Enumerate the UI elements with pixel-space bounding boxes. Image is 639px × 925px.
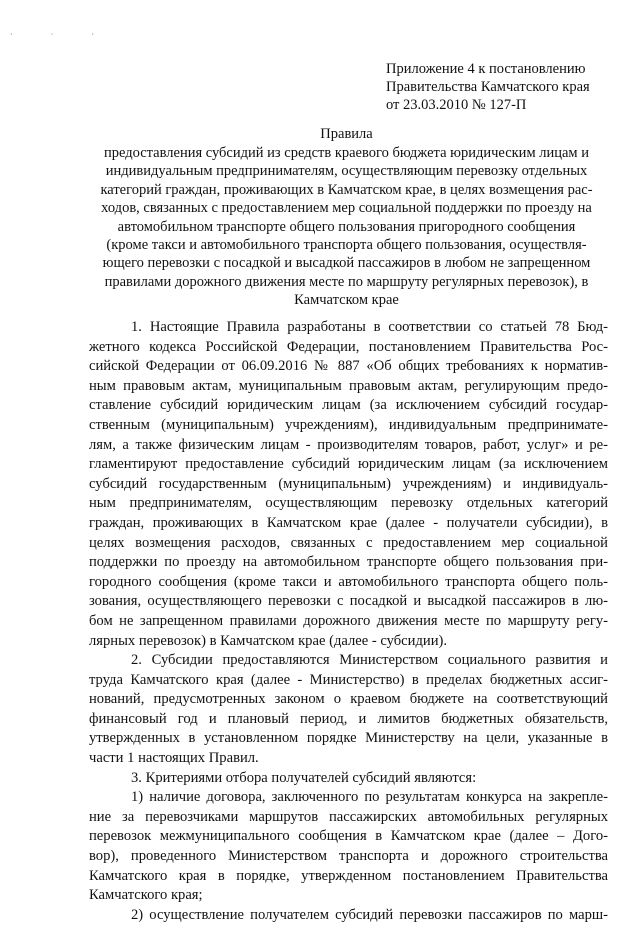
text-line: поддержки по проезду на автомобильном транспорте общего пользования при- [89, 554, 608, 571]
paragraph-2 [89, 651, 608, 769]
scan-artifact: · · · [10, 30, 112, 39]
text-line: Камчатского края в порядке, утвержденном постановлением Правительства [89, 867, 608, 884]
text-line: ставление субсидий юридическим лицам (за исключением субсидий государ- [89, 397, 608, 414]
document-title [85, 125, 608, 310]
paragraph-5 [89, 906, 608, 925]
title-line: (кроме такси и автомобильного транспорта общего пользования, осуществля- [106, 236, 587, 253]
text-line: целях возмещения расходов, связанных с предоставлением мер социальной [89, 534, 608, 551]
text-line: лям, а также физическим лицам - производителям товаров, работ, услуг» и ре- [89, 436, 608, 453]
text-line: труда Камчатского края (далее - Министерство) в пределах бюджетных ассиг- [89, 671, 608, 688]
text-line: субсидий государственным (муниципальным) учреждениям) и индивидуаль- [89, 475, 608, 492]
text-line: ным правовым актам, муниципальным правовым актам, регулирующим предо- [89, 377, 608, 394]
text-line: городного сообщения (кроме такси и автомобильного транспорта общего поль- [89, 573, 608, 590]
appendix-line: от 23.03.2010 № 127-П [386, 97, 527, 114]
text-line: 2. Субсидии предоставляются Министерством социального развития и [131, 652, 608, 669]
title-line: ющего перевозки с посадкой и высадкой пассажиров в любом не запрещенном [102, 255, 591, 272]
title-line: автомобильном транспорте общего пользования пригородного сообщения [117, 218, 576, 235]
text-line: перевозок межмуниципального сообщения в Камчатском крае (далее – Дого- [89, 828, 608, 845]
appendix-line: Правительства Камчатского края [386, 79, 590, 96]
text-line: вор), проведенного Министерством транспорта и дорожного строительства [89, 848, 608, 865]
text-line: 1. Настоящие Правила разработаны в соответствии со статьей 78 Бюд- [131, 319, 608, 335]
text-line: сийской Федерации от 06.09.2016 № 887 «Об общих требованиях к норматив- [89, 358, 608, 375]
paragraph-1 [89, 318, 608, 651]
text-line: бом не запрещенном правилами дорожного движения месте по маршруту регу- [89, 612, 608, 629]
text-line: 2) осуществление получателем субсидий перевозки пассажиров по марш- [131, 906, 608, 923]
text-line: гламентируют предоставление субсидий юридическим лицам (за исключением [89, 456, 608, 473]
text-line: 3. Критериями отбора получателей субсидий являются: [131, 769, 477, 786]
text-line: части 1 настоящих Правил. [89, 750, 259, 767]
title-line: категорий граждан, проживающих в Камчатском крае, в целях возмещения рас- [100, 181, 593, 198]
appendix-line: Приложение 4 к постановлению [386, 61, 586, 77]
appendix-header [386, 60, 626, 115]
text-line: нований, предусмотренных законом о краевом бюджете на соответствующий [89, 691, 608, 708]
text-line: утвержденных в установленном порядке Министерству на цели, указанные в [89, 730, 608, 747]
text-line: лярных перевозок) в Камчатском крае (далее - субсидии). [89, 632, 448, 649]
paragraph-4 [89, 788, 608, 906]
title-line: правилами дорожного движения месте по маршруту регулярных перевозок), в [104, 273, 589, 290]
text-line: 1) наличие договора, заключенного по результатам конкурса на закрепле- [131, 789, 608, 806]
document-body [89, 318, 608, 925]
text-line: ние за перевозчиками маршрутов пассажирских автомобильных регулярных [89, 808, 608, 825]
title-line: Камчатском крае [294, 292, 399, 309]
text-line: Камчатского края; [89, 887, 203, 904]
title-line: предоставления субсидий из средств краевого бюджета юридическим лицам и [103, 144, 589, 161]
text-line: жетного кодекса Российской Федерации, постановлением Правительства Рос- [89, 338, 608, 355]
paragraph-3 [89, 769, 608, 789]
text-line: финансовый год и плановый период, и лимитов бюджетных обязательств, [89, 710, 608, 727]
text-line: зования, осуществляющего перевозки с посадкой и высадкой пассажиров в лю- [89, 593, 608, 610]
text-line: граждан, проживающих в Камчатском крае (далее - получатели субсидии), в [89, 514, 608, 531]
text-line: ственным (муниципальным) учреждениям), индивидуальным предпринимате- [89, 416, 608, 433]
title-word: Правила [320, 126, 373, 142]
title-line: индивидуальным предпринимателям, осуществляющим перевозку отдельных [105, 163, 588, 180]
title-line: ходов, связанных с предоставлением мер социальной поддержки по проезду на [101, 200, 592, 217]
text-line: ным предпринимателям, осуществляющим перевозку отдельных категорий [89, 495, 608, 512]
